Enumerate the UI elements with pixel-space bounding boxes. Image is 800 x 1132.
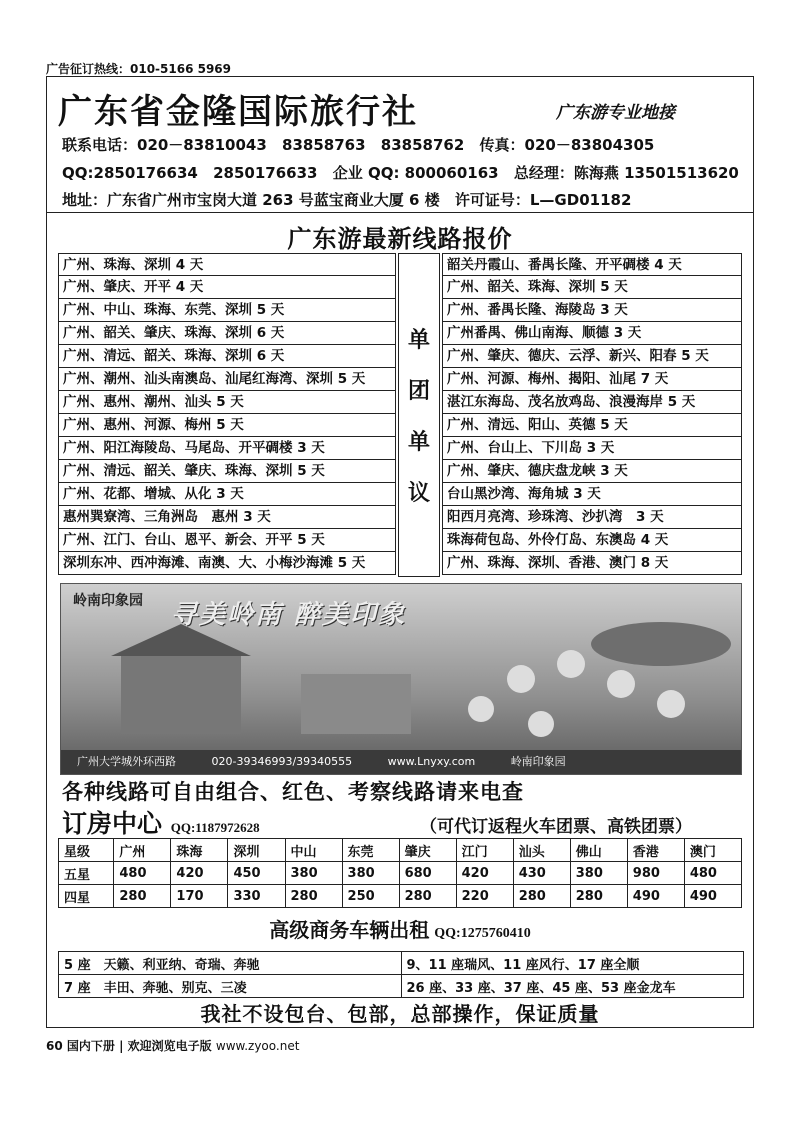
- contact-phone-3: 83858762: [380, 136, 465, 154]
- list-item: 广州、韶关、肇庆、珠海、深圳 6 天: [58, 322, 396, 345]
- table-cell: 280: [399, 885, 456, 908]
- list-item: 广州、台山上、下川岛 3 天: [442, 437, 742, 460]
- bottom-slogan: 我社不设包台、包部，总部操作，保证质量: [200, 1002, 600, 1026]
- car-rental-title: [0, 914, 800, 943]
- routes-right-list: [442, 253, 742, 575]
- list-item: 广州、珠海、深圳、香港、澳门 8 天: [442, 552, 742, 575]
- table-cell: 280: [570, 885, 627, 908]
- license: 许可证号：L—GD01182: [454, 191, 632, 209]
- table-header-cell: 汕头: [513, 839, 570, 862]
- list-item: 台山黑沙湾、海角城 3 天: [442, 483, 742, 506]
- banner-address: 广州大学城外环西路: [77, 755, 176, 768]
- table-cell: 380: [342, 862, 399, 885]
- table-cell: 490: [684, 885, 741, 908]
- footer-divider: |: [119, 1039, 124, 1053]
- table-header-cell: 星级: [59, 839, 114, 862]
- table-row: [59, 885, 742, 908]
- table-cell: 680: [399, 862, 456, 885]
- table-cell: 9、11 座瑞风、11 座风行、17 座全顺: [401, 952, 744, 975]
- lingnan-banner: [60, 583, 742, 775]
- contact-phone: 联系电话：020－83810043: [62, 136, 267, 154]
- car-rental-table: [58, 951, 744, 998]
- section-name: 国内下册: [66, 1039, 115, 1053]
- list-item: 广州、惠州、河源、梅州 5 天: [58, 414, 396, 437]
- address-line: [62, 189, 641, 210]
- table-cell: 280: [285, 885, 342, 908]
- list-item: 广州、清远、韶关、肇庆、珠海、深圳 5 天: [58, 460, 396, 483]
- table-cell: 420: [456, 862, 513, 885]
- list-item: 广州、潮州、汕头南澳岛、汕尾红海湾、深圳 5 天: [58, 368, 396, 391]
- table-header-cell: 东莞: [342, 839, 399, 862]
- table-cell: 四星: [59, 885, 114, 908]
- middle-char: 单: [407, 328, 430, 353]
- list-item: 广州、番禺长隆、海陵岛 3 天: [442, 299, 742, 322]
- table-cell: 480: [684, 862, 741, 885]
- contact-phone-2: 83858763: [282, 136, 366, 154]
- list-item: 湛江东海岛、茂名放鸡岛、浪漫海岸 5 天: [442, 391, 742, 414]
- ticket-note: （可代订返程火车团票、高铁团票）: [420, 817, 692, 837]
- banner-phone: 020-39346993/39340555: [211, 755, 353, 768]
- table-cell: 980: [627, 862, 684, 885]
- list-item: 广州、肇庆、德庆、云浮、新兴、阳春 5 天: [442, 345, 742, 368]
- list-item: 广州、清远、阳山、英德 5 天: [442, 414, 742, 437]
- divider: [46, 212, 754, 213]
- middle-char: 议: [407, 481, 430, 506]
- banner-slogan: 寻美岭南 醉美印象: [171, 600, 407, 630]
- table-header-cell: 澳门: [684, 839, 741, 862]
- table-header-cell: 中山: [285, 839, 342, 862]
- table-header-cell: 肇庆: [399, 839, 456, 862]
- footer-tagline: 欢迎浏览电子版: [127, 1039, 212, 1053]
- fax: 传真：020－83804305: [479, 136, 655, 154]
- list-item: 广州、中山、珠海、东莞、深圳 5 天: [58, 299, 396, 322]
- table-cell: 490: [627, 885, 684, 908]
- table-cell: 280: [513, 885, 570, 908]
- qq-2: 2850176633: [213, 164, 318, 182]
- agency-title: 广东省金隆国际旅行社: [58, 92, 418, 132]
- contact-line: [62, 134, 664, 155]
- table-header-cell: 江门: [456, 839, 513, 862]
- list-item: 广州、江门、台山、恩平、新会、开平 5 天: [58, 529, 396, 552]
- page-number: 60: [46, 1039, 63, 1053]
- list-item: 广州、肇庆、德庆盘龙峡 3 天: [442, 460, 742, 483]
- table-header-cell: 珠海: [171, 839, 228, 862]
- table-cell: 380: [570, 862, 627, 885]
- list-item: 广州番禺、佛山南海、顺德 3 天: [442, 322, 742, 345]
- list-item: 广州、河源、梅州、揭阳、汕尾 7 天: [442, 368, 742, 391]
- table-cell: 480: [114, 862, 171, 885]
- table-cell: 450: [228, 862, 285, 885]
- car-title-text: 高级商务车辆出租: [269, 920, 430, 942]
- page-footer: [46, 1037, 299, 1054]
- footer-site-link[interactable]: www.zyoo.net: [215, 1039, 300, 1053]
- table-header-cell: 香港: [627, 839, 684, 862]
- table-cell: 280: [114, 885, 171, 908]
- table-cell: 220: [456, 885, 513, 908]
- qq-line: [62, 162, 749, 183]
- table-cell: 420: [171, 862, 228, 885]
- agency-subtitle: 广东游专业地接: [556, 103, 675, 123]
- middle-char: 单: [407, 430, 430, 455]
- table-header-row: [59, 839, 742, 862]
- list-item: 广州、珠海、深圳 4 天: [58, 253, 396, 276]
- banner-brand: 岭南印象园: [73, 593, 143, 609]
- table-cell: 330: [228, 885, 285, 908]
- hotel-price-table: [58, 838, 742, 908]
- car-qq: QQ:1275760410: [434, 926, 531, 941]
- list-item: 珠海荷包岛、外伶仃岛、东澳岛 4 天: [442, 529, 742, 552]
- middle-char: 团: [407, 379, 430, 404]
- booking-title: 订房中心: [62, 809, 163, 838]
- list-item: 广州、花都、增城、从化 3 天: [58, 483, 396, 506]
- list-item: 广州、惠州、潮州、汕头 5 天: [58, 391, 396, 414]
- list-item: 广州、阳江海陵岛、马尾岛、开平碉楼 3 天: [58, 437, 396, 460]
- list-item: 广州、清远、韶关、珠海、深圳 6 天: [58, 345, 396, 368]
- list-item: 广州、肇庆、开平 4 天: [58, 276, 396, 299]
- table-cell: 250: [342, 885, 399, 908]
- table-cell: 26 座、33 座、37 座、45 座、53 座金龙车: [401, 975, 744, 998]
- table-cell: 7 座 丰田、奔驰、别克、三凌: [59, 975, 402, 998]
- routes-left-list: [58, 253, 396, 575]
- list-item: 韶关丹霞山、番禺长隆、开平碉楼 4 天: [442, 253, 742, 276]
- list-item: 广州、韶关、珠海、深圳 5 天: [442, 276, 742, 299]
- table-row: [59, 862, 742, 885]
- list-item: 阳西月亮湾、珍珠湾、沙扒湾 3 天: [442, 506, 742, 529]
- table-row: [59, 975, 744, 998]
- table-row: [59, 952, 744, 975]
- table-cell: 170: [171, 885, 228, 908]
- group-quote-label: [398, 253, 440, 577]
- table-header-cell: 广州: [114, 839, 171, 862]
- booking-qq: QQ:1187972628: [170, 820, 260, 835]
- list-item: 惠州巽寮湾、三角洲岛 惠州 3 天: [58, 506, 396, 529]
- banner-name: 岭南印象园: [510, 755, 566, 768]
- table-cell: 430: [513, 862, 570, 885]
- qq-1: QQ:2850176634: [62, 164, 198, 182]
- banner-footer: [61, 750, 741, 774]
- table-cell: 5 座 天籁、利亚纳、奇瑞、奔驰: [59, 952, 402, 975]
- promo-line: 各种线路可自由组合、红色、考察线路请来电查: [62, 780, 524, 804]
- table-header-cell: 佛山: [570, 839, 627, 862]
- address: 地址：广东省广州市宝岗大道 263 号蓝宝商业大厦 6 楼: [62, 191, 440, 209]
- list-item: 深圳东冲、西冲海滩、南澳、大、小梅沙海滩 5 天: [58, 552, 396, 575]
- manager: 总经理：陈海燕 13501513620: [513, 164, 739, 182]
- corp-qq: 企业 QQ: 800060163: [332, 164, 499, 182]
- booking-center: [62, 804, 260, 840]
- table-cell: 380: [285, 862, 342, 885]
- banner-web: www.Lnyxy.com: [387, 755, 476, 768]
- table-header-cell: 深圳: [228, 839, 285, 862]
- ad-hotline: 广告征订热线：010-5166 5969: [46, 62, 232, 76]
- table-cell: 五星: [59, 862, 114, 885]
- routes-title: 广东游最新线路报价: [287, 225, 513, 253]
